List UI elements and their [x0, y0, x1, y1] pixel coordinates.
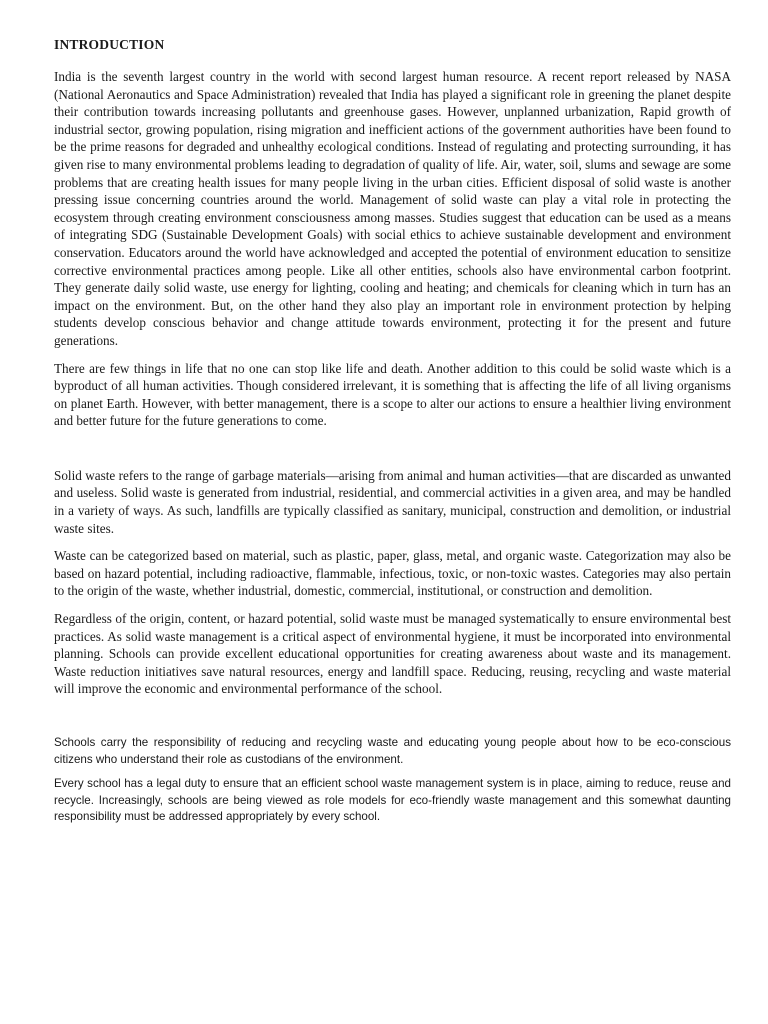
paragraph-intro-india: India is the seventh largest country in the world with second largest human resource. A recent report released by NASA (National Aeronautics and Space Administration) revealed that India has played a significant role in greening the planet despite their contribution towards increasing pollutants and greenhouse gases. However, unplanned urbanization, Rapid growth of industrial sector, growing population, rising migration and inefficient actions of the government authorities have been found to be the prime reasons for degraded and unhealthy ecological conditions. Instead of regulating and protecting surrounding, it has given rise to many environmental problems leading to degradation of quality of life. Air, water, soil, slums and sewage are some problems that are creating health issues for many people living in the urban cities. Efficient disposal of solid waste is another pressing issue concerning countries around the world. Management of solid waste can play a vital role in protecting the ecosystem through creating environment consciousness among masses. Studies suggest that education can be used as a means of integrating SDG (Sustainable Development Goals) with social ethics to achieve sustainable development and environment conservation. Educators around the world have acknowledged and accepted the potential of environment education to sensitize corrective environmental practices among people. Like all other entities, schools also have environmental carbon footprint. They generate daily solid waste, use energy for lighting, cooling and heating; and chemicals for cleaning which in turn has an impact on the environment. But, on the other hand they also play an important role in environment protection by helping students develop conscious behavior and change attitude towards environment, protecting it for the present and future generations.	[54, 69, 731, 348]
paragraph-waste-management: Regardless of the origin, content, or hazard potential, solid waste must be managed systematically to ensure environmental best practices. As solid waste management is a critical aspect of environmental hygiene, it must be incorporated into environmental planning. Schools can provide excellent educational opportunities for creating awareness about waste and its management. Waste reduction initiatives save natural resources, energy and landfill space. Reducing, reusing, recycling and waste material will improve the economic and environmental performance of the school.	[54, 611, 731, 697]
paragraph-life-and-death: There are few things in life that no one can stop like life and death. Another addition to this could be solid waste which is a byproduct of all human activities. Though considered irrelevant, it is something that is affecting the life of all living organisms on planet Earth. However, with better management, there is a scope to alter our actions to ensure a healthier living environment and better future for the future generations to come.	[54, 360, 731, 429]
paragraph-solid-waste-definition: Solid waste refers to the range of garbage materials—arising from animal and human activities—that are discarded as unwanted and useless. Solid waste is generated from industrial, residential, and commercial activities in a given area, and may be handled in a variety of ways. As such, landfills are typically classified as sanitary, municipal, construction and demolition, or industrial waste sites.	[54, 467, 731, 536]
paragraph-waste-categories: Waste can be categorized based on material, such as plastic, paper, glass, metal, and organic waste. Categorization may also be based on hazard potential, including radioactive, flammable, infectious, toxic, or non-toxic wastes. Categories may also pertain to the origin of the waste, whether industrial, domestic, commercial, institutional, or construction and demolition.	[54, 548, 731, 599]
paragraph-school-responsibility: Schools carry the responsibility of reducing and recycling waste and educating young people about how to be eco-conscious citizens who understand their role as custodians of the environment.	[54, 736, 731, 766]
section-heading: INTRODUCTION	[54, 37, 165, 52]
paragraph-school-legal-duty: Every school has a legal duty to ensure that an efficient school waste management system is in place, aiming to reduce, reuse and recycle. Increasingly, schools are being viewed as role models for eco-friendly waste management and this somewhat daunting responsibility must be addressed appropriately by every school.	[54, 777, 731, 824]
document-page	[54, 36, 731, 826]
